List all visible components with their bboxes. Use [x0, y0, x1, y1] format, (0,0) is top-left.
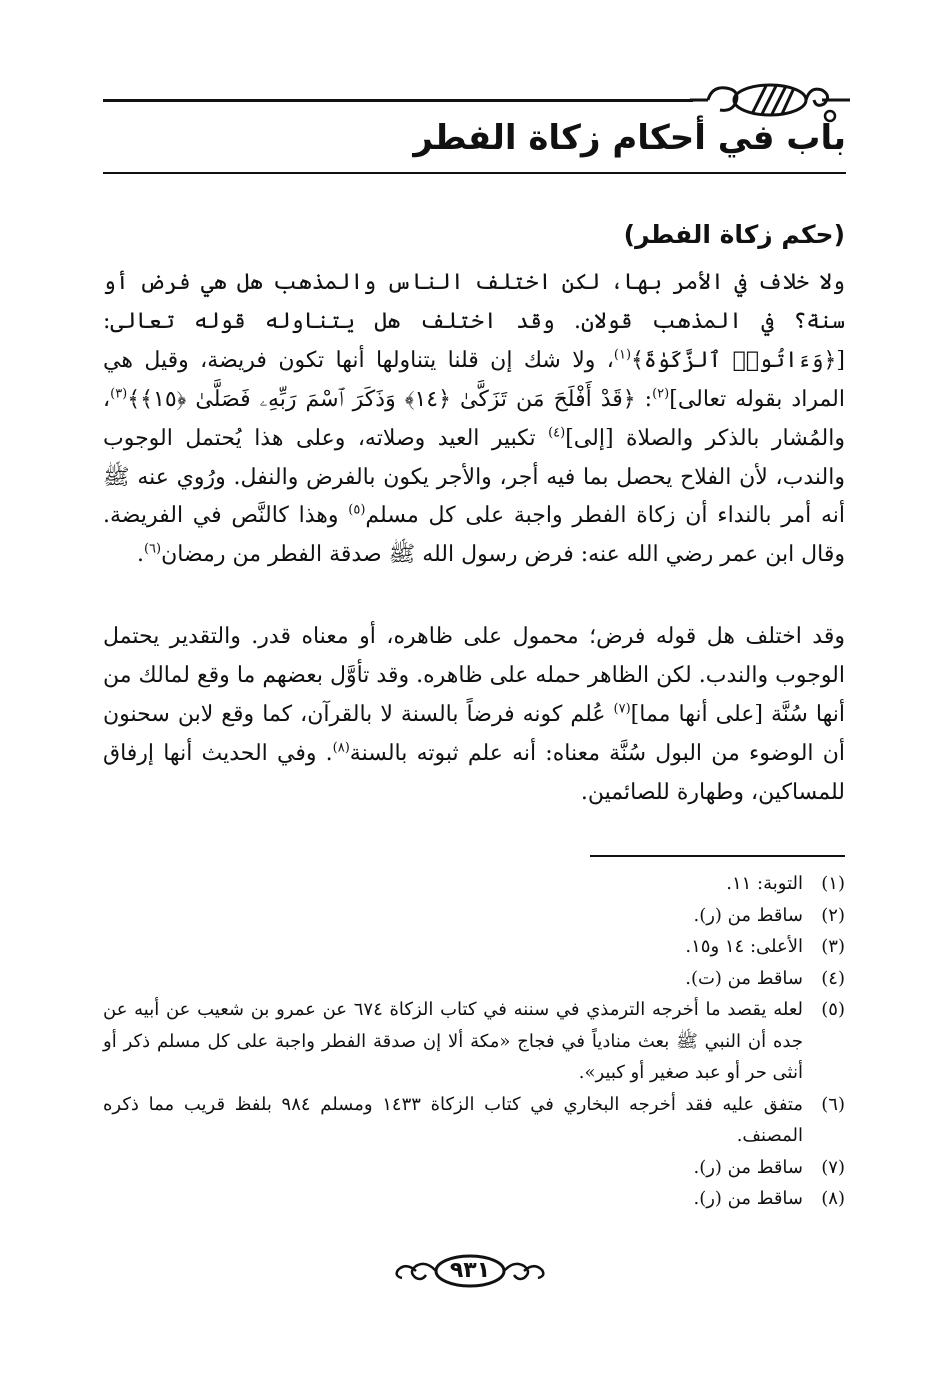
ref-marker: (٢) — [652, 386, 670, 402]
header-rule — [103, 99, 693, 102]
footnote-text: لعله يقصد ما أخرجه الترمذي في سننه في كتاب الزكاة ٦٧٤ عن عمرو بن شعيب عن أبيه عن جده أن النبي ﷺ بعث منادياً في فجاج «مكة ألا إن صدقة الفطر واجبة على كل مسلم ذكر أو أنثى حر أو عبد صغير أو كبير». — [103, 999, 803, 1083]
ref-marker: (٣) — [110, 386, 128, 402]
ref-marker: (٥) — [348, 503, 366, 519]
footnote-number: (٨) — [821, 1188, 845, 1209]
chapter-title: باب في أحكام زكاة الفطر — [413, 118, 846, 158]
footnote — [103, 1152, 845, 1184]
footnotes-list — [103, 868, 845, 1215]
ref-marker: (٧) — [613, 701, 631, 717]
footnote-number: (٤) — [821, 967, 845, 989]
footnote — [103, 994, 845, 1089]
page-number: ٩٣١ — [449, 1258, 491, 1283]
section-heading: (حكم زكاة الفطر) — [623, 220, 845, 249]
footnote-text: ساقط من (ت). — [685, 967, 803, 989]
footnote-separator — [590, 855, 845, 857]
paragraph-2: وقد اختلف هل قوله فرض؛ محمول على ظاهره، أو معناه قدر. والتقدير يحتمل الوجوب والندب. لكن الظاهر حمله على ظاهره. وقد تأوَّل بعضهم ما وقع لمالك من أنها سُنَّة [على أنها مما]$^{(٧)}$ عُلم كونه فرضاً بالسنة لا بالقرآن، كما وقع لابن سحنون أن الوضوء من البول سُنَّة معناه: أنه علم ثبوته بالسنة$^{(٨)}$. وفي الحديث أنها إرفاق للمساكين، وطهارة للصائمين. — [103, 624, 845, 805]
title-rule — [103, 172, 846, 174]
footnote-number: (٥) — [821, 999, 845, 1020]
footnote-text: الأعلى: ١٤ و١٥. — [685, 936, 803, 957]
footnote — [103, 1089, 845, 1152]
footnote-number: (٢) — [821, 904, 845, 926]
footnote-text: متفق عليه فقد أخرجه البخاري في كتاب الزكاة ١٤٣٣ ومسلم ٩٨٤ بلفظ قريب مما ذكره المصنف. — [103, 1093, 804, 1146]
footnote — [103, 1183, 845, 1215]
footnote — [103, 900, 845, 932]
paragraph-1: ولا خلاف في الأمر بها، لكن اختلف الناس والمذهب هل هي فرض أو سنة؟ في المذهب قولان. وقد اختلف هل يتناوله قوله تعالى: [﴿وَءَاتُوا۟ ٱلزَّكَوٰةَ﴾$^{(١)}$، ولا شك إن قلنا يتناولها أنها تكون فريضة، وقيل هي المراد بقوله تعالى]$^{(٢)}$: ﴿قَدْ أَفْلَحَ مَن تَزَكَّىٰ ﴿١٤﴾ وَذَكَرَ ٱسْمَ رَبِّهِۦ فَصَلَّىٰ ﴿١٥﴾﴾$^{(٣)}$، والمُشار بالذكر والصلاة [إلى]$^{(٤)}$ تكبير العيد وصلاته، وعلى هذا يُحتمل الوجوب والندب، لأن الفلاح يحصل بما فيه أجر، والأجر يكون بالفرض والنفل. ورُوي عنه ﷺ أنه أمر بالنداء أن زكاة الفطر واجبة على كل مسلم$^{(٥)}$ وهذا كالنَّص في الفريضة. وقال ابن عمر رضي الله عنه: فرض رسول الله ﷺ صدقة الفطر من رمضان$^{(٦)}$. — [103, 270, 845, 568]
ref-marker: (٦) — [143, 542, 162, 558]
footnote-number: (٣) — [821, 936, 845, 957]
footnote-text: ساقط من (ر). — [693, 1188, 803, 1209]
footnote-number: (٧) — [821, 1156, 845, 1178]
footnote-text: ساقط من (ر). — [693, 904, 803, 926]
footnote-text: التوبة: ١١. — [726, 873, 803, 894]
ref-marker: (١) — [613, 347, 632, 363]
footnote — [103, 931, 845, 963]
ref-marker: (٤) — [548, 425, 566, 441]
ref-marker: (٨) — [332, 740, 350, 756]
footnote — [103, 963, 845, 995]
footnote-number: (١) — [821, 873, 845, 894]
page-number-badge — [390, 1248, 550, 1294]
footnote — [103, 868, 845, 900]
footnote-text: ساقط من (ر). — [693, 1156, 803, 1178]
footnote-number: (٦) — [821, 1093, 845, 1115]
